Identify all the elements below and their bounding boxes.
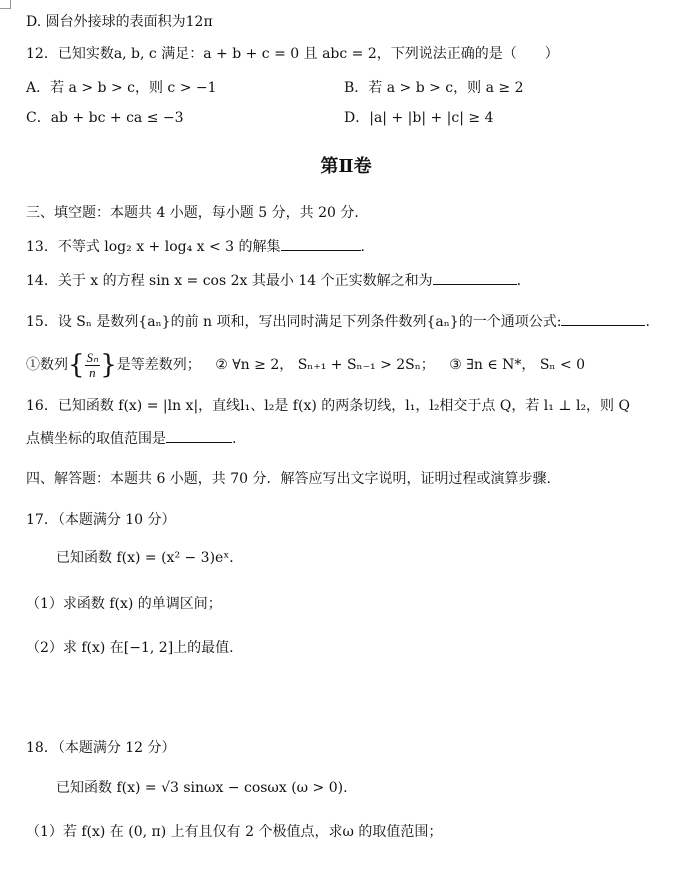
fraction-numerator: Sₙ: [86, 349, 99, 365]
q17-given: 已知函数 f(x) = (x² − 3)eˣ．: [56, 550, 244, 566]
q16-period: .: [232, 431, 237, 447]
q14-answer-blank: [433, 270, 517, 285]
q15-conditions: [26, 348, 678, 382]
q16-text: 点横坐标的取值范围是: [26, 431, 166, 447]
q17-part1: （1）求函数 f(x) 的单调区间；: [26, 596, 222, 612]
q18-part1: （1）若 f(x) 在 (0, π) 上有且仅有 2 个极值点，求ω 的取值范围；: [26, 824, 443, 840]
q14-period: .: [516, 273, 522, 289]
q18-header: 18．（本题满分 12 分）: [26, 740, 176, 756]
q13: [26, 236, 678, 257]
q12-stem: 12．已知实数a, b, c 满足：a + b + c = 0 且 abc = 2，下列说法正确的是（ ）: [26, 46, 559, 62]
q15-text: 15．设 Sₙ 是数列{aₙ}的前 n 项和，写出同时满足下列条件数列{aₙ}的一个通项公式:: [26, 314, 562, 330]
q12-options-row2: [26, 108, 678, 128]
q14-text: 14．关于 x 的方程 sin x = cos 2x 其最小 14 个正实数解之和为: [26, 273, 433, 289]
part3-header: 三、填空题：本题共 4 小题，每小题 5 分，共 20 分．: [26, 205, 369, 221]
page-corner-mark: [0, 0, 11, 9]
q15-stem: [26, 311, 678, 332]
q16-line2: [26, 428, 678, 449]
q13-text: 13．不等式 log₂ x + log₄ x < 3 的解集: [26, 239, 281, 255]
q16-line1: 16．已知函数 f(x) = |ln x|，直线l₁、l₂是 f(x) 的两条切线，l₁，l₂相交于点 Q，若 l₁ ⊥ l₂，则 Q: [26, 398, 630, 414]
section-title: 第Ⅱ卷: [320, 156, 372, 177]
sn-over-n-fraction: [85, 351, 101, 380]
q15-period: .: [645, 314, 650, 330]
part4-header: 四、解答题：本题共 6 小题，共 70 分．解答应写出文字说明，证明过程或演算步骤．: [26, 471, 561, 487]
q14: [26, 270, 678, 291]
right-brace: }: [100, 350, 117, 380]
left-brace: {: [68, 350, 85, 380]
q15-condition-1-text: 是等差数列；: [116, 357, 201, 373]
q12-option-d: D．|a| + |b| + |c| ≥ 4: [344, 110, 494, 126]
q12-option-a: A．若 a > b > c，则 c > −1: [26, 80, 217, 96]
q18-given: 已知函数 f(x) = √3 sinωx − cosωx (ω > 0).: [56, 780, 348, 796]
q12-option-c: C．ab + bc + ca ≤ −3: [26, 110, 184, 126]
fraction-denominator: n: [89, 364, 96, 380]
q15-answer-blank: [561, 311, 645, 326]
q13-period: .: [360, 239, 365, 255]
q17-part2: （2）求 f(x) 在[−1, 2]上的最值.: [26, 640, 234, 656]
q15-condition-3: ③ ∃n ∈ N*， Sₙ < 0: [449, 357, 586, 373]
q13-answer-blank: [281, 236, 361, 251]
q16-answer-blank: [166, 428, 232, 443]
q12-options-row1: [26, 78, 678, 98]
q17-header: 17．（本题满分 10 分）: [26, 512, 176, 528]
q15-condition-2: ② ∀n ≥ 2， Sₙ₊₁ + Sₙ₋₁ > 2Sₙ；: [215, 357, 435, 373]
q12-option-b: B．若 a > b > c，则 a ≥ 2: [344, 80, 524, 96]
q15-condition-1-label: ①数列: [26, 357, 68, 373]
q11-option-d: D. 圆台外接球的表面积为12π: [26, 14, 213, 30]
